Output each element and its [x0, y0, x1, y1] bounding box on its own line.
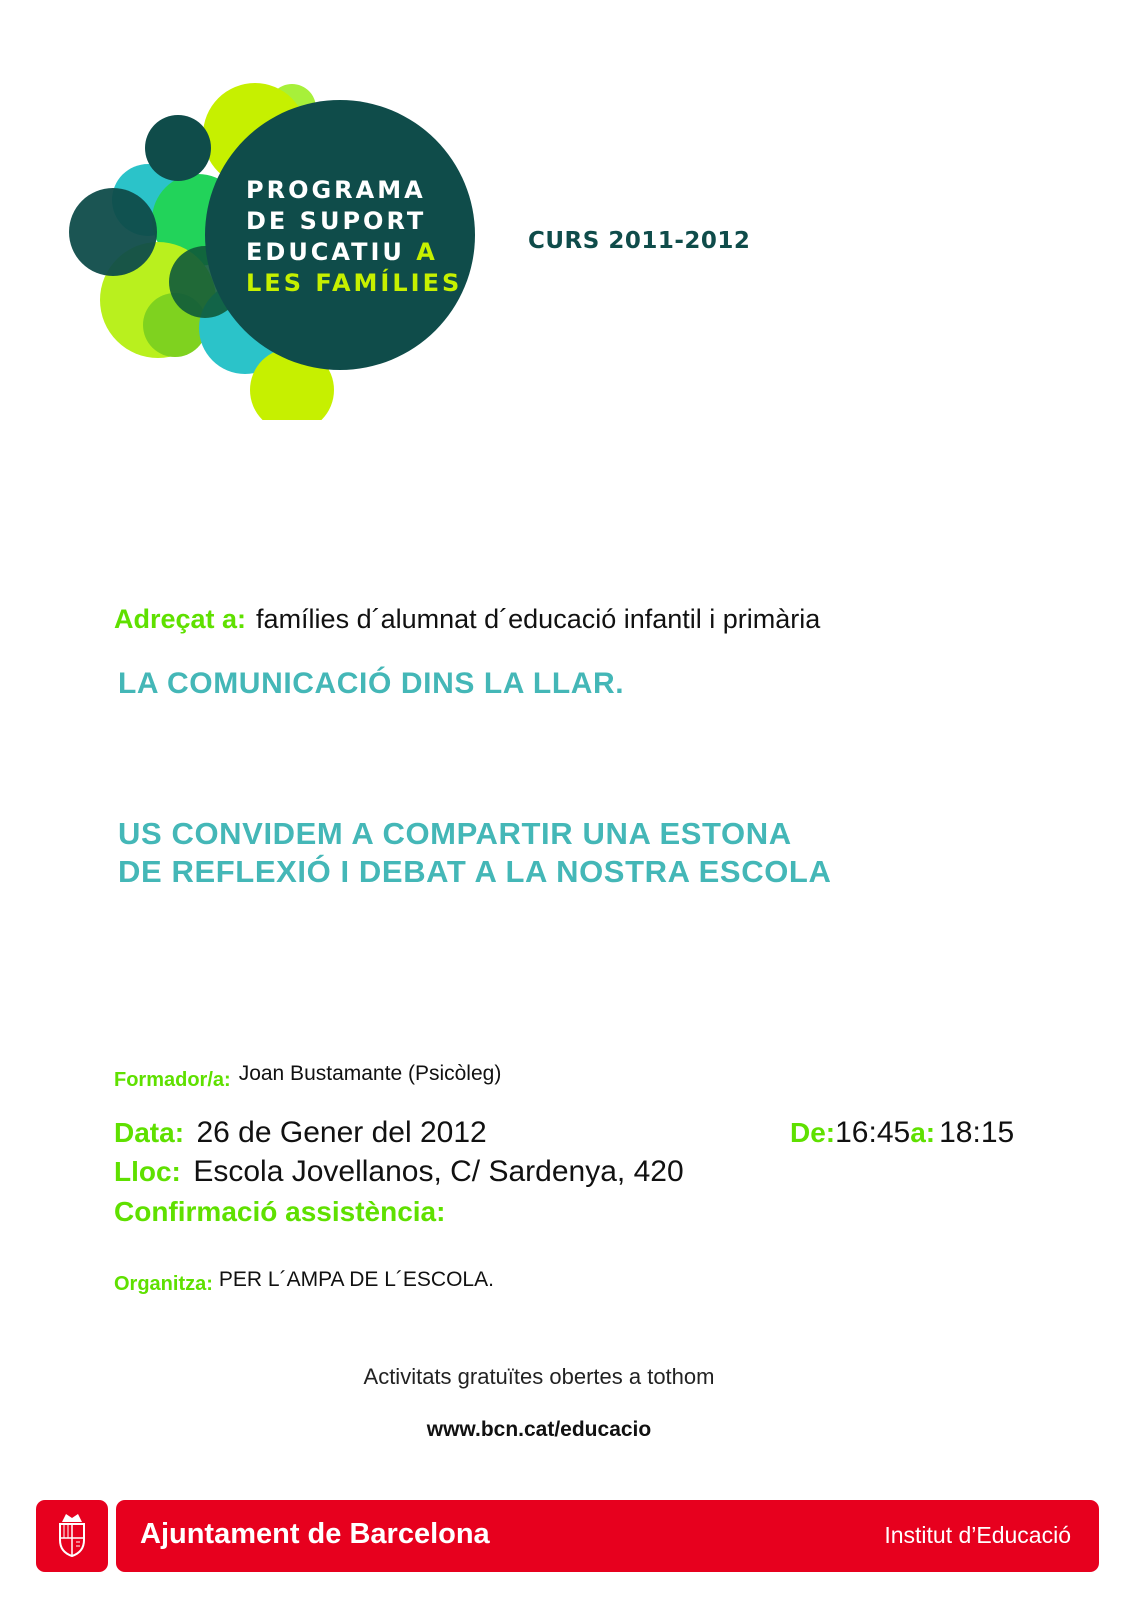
logo-circle [145, 115, 211, 181]
time-from-value: 16:45 [835, 1116, 911, 1149]
place-label: Lloc: [114, 1156, 181, 1187]
trainer-label: Formador/a: [114, 1069, 231, 1091]
time-row [790, 1116, 1014, 1150]
organizer-value: PER L´AMPA DE L´ESCOLA. [218, 1268, 494, 1291]
logo-text [246, 175, 462, 299]
date-label: Data: [114, 1117, 185, 1148]
logo-circle [69, 188, 157, 276]
logo-line: PROGRAMA [246, 176, 426, 204]
attendance-confirmation-label: Confirmació assistència: [114, 1196, 446, 1227]
footer-bar [116, 1500, 1099, 1572]
footer-city-council: Ajuntament de Barcelona [140, 1518, 490, 1550]
logo-line: EDUCATIU A [246, 238, 438, 266]
footer-institute: Institut d’Educació [884, 1522, 1071, 1548]
audience-value: famílies d´alumnat d´educació infantil i primària [256, 604, 821, 634]
trainer [114, 1062, 502, 1092]
organizer-label: Organitza: [114, 1273, 213, 1295]
course-year: CURS 2011-2012 [528, 228, 751, 254]
place-row [114, 1155, 684, 1189]
trainer-value: Joan Bustamante (Psicòleg) [238, 1062, 502, 1085]
barcelona-emblem [36, 1500, 108, 1572]
website-link[interactable]: www.bcn.cat/educacio [426, 1418, 652, 1441]
logo-line: DE SUPORT [246, 207, 427, 235]
organizer [114, 1268, 494, 1296]
time-from-label: De: [790, 1117, 836, 1148]
audience [114, 604, 820, 635]
audience-label: Adreçat a: [114, 604, 247, 634]
logo-line: LES FAMÍLIES [246, 269, 463, 297]
invitation-line: US CONVIDEM A COMPARTIR UNA ESTONA [118, 816, 792, 851]
date-value: 26 de Gener del 2012 [196, 1116, 487, 1149]
date-row [114, 1116, 487, 1150]
invitation-line: DE REFLEXIÓ I DEBAT A LA NOSTRA ESCOLA [118, 854, 832, 889]
invitation-heading [118, 815, 831, 891]
free-activities-note: Activitats gratuïtes obertes a tothom [363, 1364, 715, 1389]
time-to-label: a: [910, 1117, 936, 1148]
place-value: Escola Jovellanos, C/ Sardenya, 420 [193, 1155, 684, 1188]
session-title: LA COMUNICACIÓ DINS LA LLAR. [118, 667, 625, 700]
coat-of-arms-icon [36, 1500, 108, 1572]
time-to-value: 18:15 [939, 1116, 1015, 1149]
